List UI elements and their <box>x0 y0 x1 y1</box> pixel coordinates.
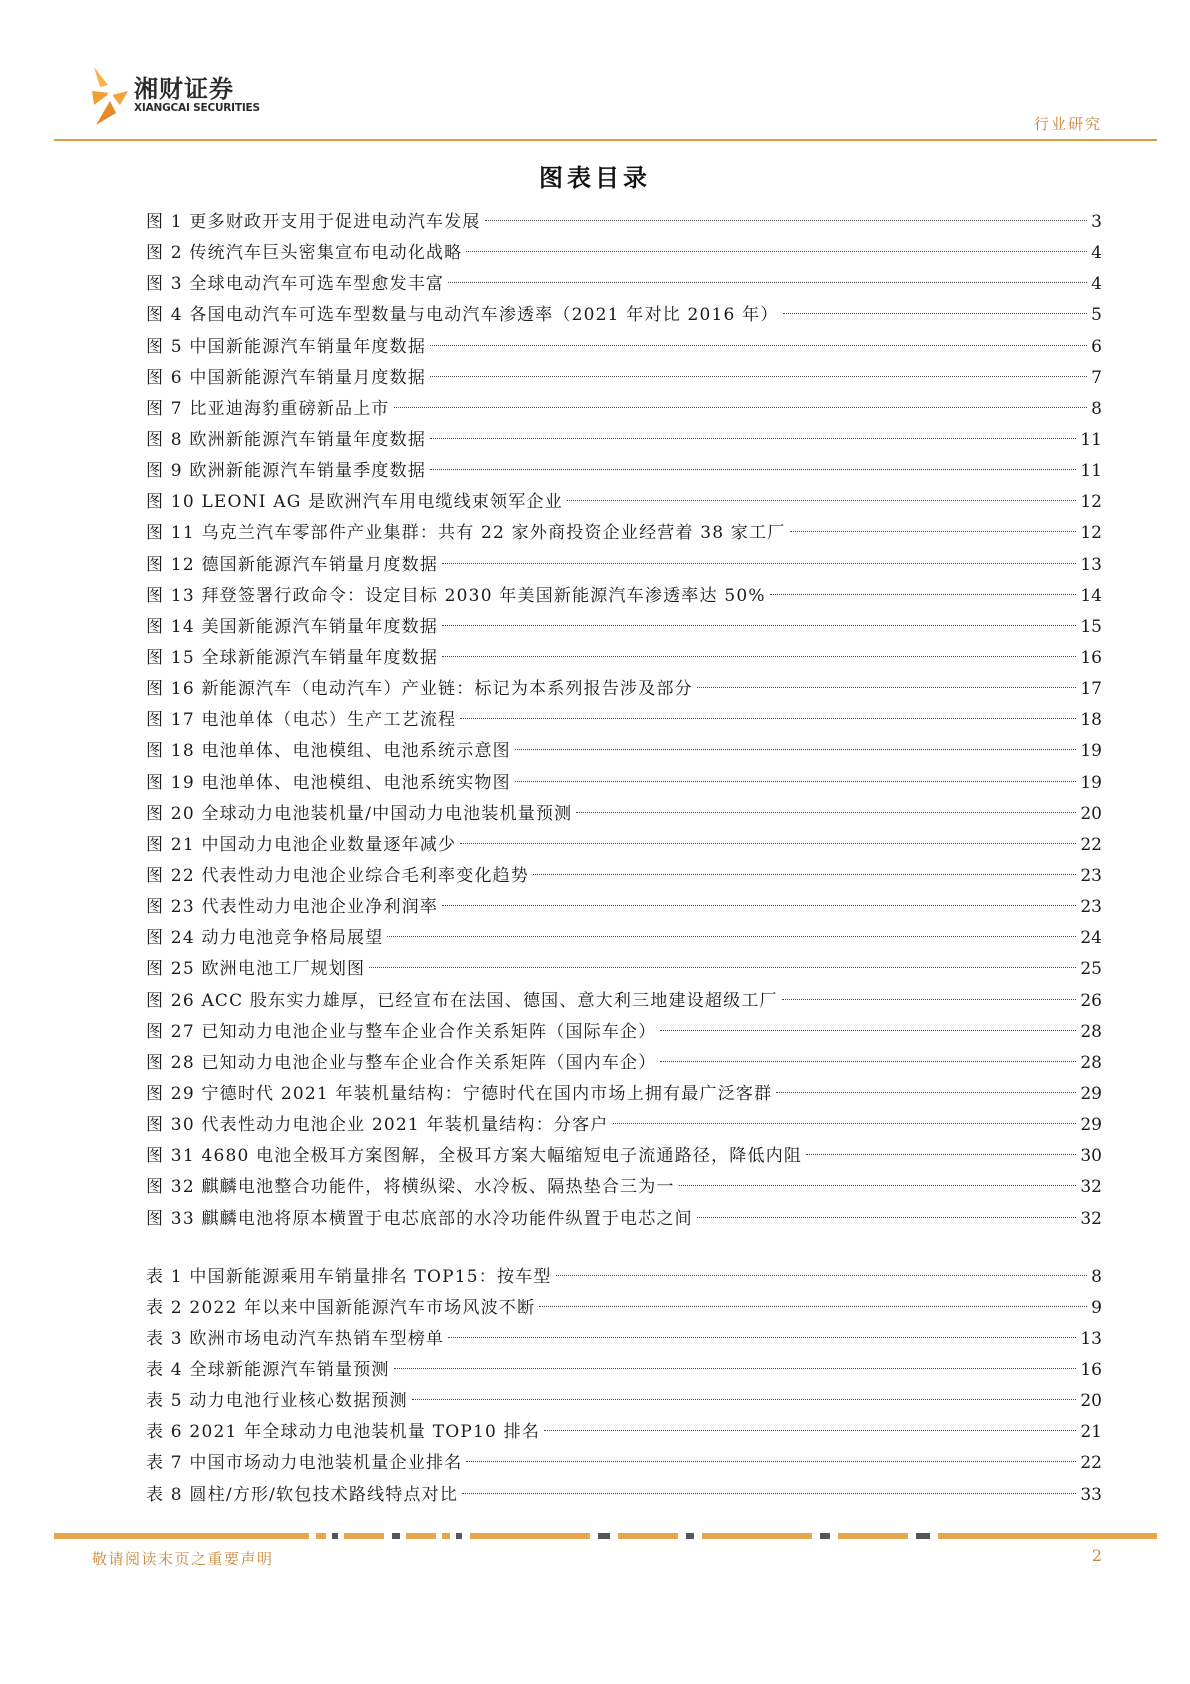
footer-divider <box>54 1533 1157 1539</box>
page-title: 图表目录 <box>539 163 651 192</box>
toc-entry-page: 6 <box>1091 336 1102 357</box>
toc-entry-label: 图 14 美国新能源汽车销量年度数据 <box>146 616 439 637</box>
toc-entry-label: 图 12 德国新能源汽车销量月度数据 <box>146 554 439 575</box>
toc-entry-page: 26 <box>1080 990 1102 1011</box>
dot-leader <box>466 1461 1076 1462</box>
logo-mark-icon <box>90 65 130 127</box>
toc-entry-label: 图 11 乌克兰汽车零部件产业集群：共有 22 家外商投资企业经营着 38 家工厂 <box>146 523 786 544</box>
toc-entry[interactable] <box>146 1204 1102 1235</box>
toc-entry-page: 20 <box>1080 1391 1102 1412</box>
toc-entry[interactable] <box>146 1386 1102 1417</box>
toc-entry[interactable] <box>146 1110 1102 1141</box>
dot-leader <box>442 563 1076 564</box>
toc-entry[interactable] <box>146 643 1102 674</box>
brand-name-en: XIANGCAI SECURITIES <box>134 102 260 114</box>
toc-entry-page: 9 <box>1091 1297 1102 1318</box>
dot-leader <box>394 407 1088 408</box>
toc-entry-label: 表 2 2022 年以来中国新能源汽车市场风波不断 <box>146 1297 536 1318</box>
toc-entry-page: 20 <box>1080 803 1102 824</box>
toc-entry[interactable] <box>146 1417 1102 1448</box>
dot-leader <box>806 1154 1076 1155</box>
toc-entry-label: 图 19 电池单体、电池模组、电池系统实物图 <box>146 772 511 793</box>
toc-entry[interactable] <box>146 1017 1102 1048</box>
dot-leader <box>460 843 1076 844</box>
toc-entry-label: 图 29 宁德时代 2021 年装机量结构：宁德时代在国内市场上拥有最广泛客群 <box>146 1083 773 1104</box>
toc-entry-page: 16 <box>1080 1360 1102 1381</box>
toc-entry-page: 23 <box>1080 865 1102 886</box>
toc-entry-label: 图 4 各国电动汽车可选车型数量与电动汽车渗透率（2021 年对比 2016 年） <box>146 305 779 326</box>
toc-entry-page: 29 <box>1080 1083 1102 1104</box>
toc-entry-label: 图 21 中国动力电池企业数量逐年减少 <box>146 834 457 855</box>
toc-entry-page: 4 <box>1091 274 1102 295</box>
toc-entry[interactable] <box>146 1262 1102 1293</box>
toc-entry[interactable] <box>146 1355 1102 1386</box>
dot-leader <box>442 905 1076 906</box>
toc-entry-label: 图 28 已知动力电池企业与整车企业合作关系矩阵（国内车企） <box>146 1052 657 1073</box>
brand-logo <box>90 65 280 130</box>
dot-leader <box>430 438 1076 439</box>
dot-leader <box>485 220 1088 221</box>
toc-entry-label: 图 31 4680 电池全极耳方案图解，全极耳方案大幅缩短电子流通路径，降低内阻 <box>146 1146 803 1167</box>
toc-entry-page: 15 <box>1080 616 1102 637</box>
toc-entry-label: 表 5 动力电池行业核心数据预测 <box>146 1391 408 1412</box>
toc-entry-label: 图 18 电池单体、电池模组、电池系统示意图 <box>146 741 511 762</box>
toc-entry[interactable] <box>146 363 1102 394</box>
toc-entry-page: 25 <box>1080 959 1102 980</box>
brand-name-cn: 湘财证券 <box>134 75 234 103</box>
toc-entry-page: 8 <box>1091 1266 1102 1287</box>
toc-entry-page: 11 <box>1080 429 1102 450</box>
toc-entry[interactable] <box>146 1480 1102 1511</box>
toc-entry[interactable] <box>146 986 1102 1017</box>
toc-entry-label: 图 30 代表性动力电池企业 2021 年装机量结构：分客户 <box>146 1115 609 1136</box>
dot-leader <box>412 1399 1077 1400</box>
toc-entry-page: 17 <box>1080 679 1102 700</box>
toc-entry-page: 19 <box>1080 741 1102 762</box>
toc-entry[interactable] <box>146 394 1102 425</box>
toc-entry[interactable] <box>146 954 1102 985</box>
toc-entry-label: 图 27 已知动力电池企业与整车企业合作关系矩阵（国际车企） <box>146 1021 657 1042</box>
figure-list <box>146 207 1102 1235</box>
toc-entry-page: 28 <box>1080 1052 1102 1073</box>
dot-leader <box>442 625 1076 626</box>
dot-leader <box>544 1430 1076 1431</box>
dot-leader <box>430 469 1076 470</box>
page-header <box>0 0 1190 145</box>
toc-entry-page: 19 <box>1080 772 1102 793</box>
table-of-contents <box>146 207 1102 1511</box>
toc-entry-page: 11 <box>1080 461 1102 482</box>
toc-entry-label: 图 6 中国新能源汽车销量月度数据 <box>146 367 427 388</box>
toc-entry[interactable] <box>146 705 1102 736</box>
dot-leader <box>430 345 1087 346</box>
toc-entry-label: 图 10 LEONI AG 是欧洲汽车用电缆线束领军企业 <box>146 492 563 513</box>
dot-leader <box>660 1061 1076 1062</box>
toc-entry-page: 4 <box>1091 243 1102 264</box>
dot-leader <box>430 376 1087 377</box>
toc-entry-page: 33 <box>1080 1484 1102 1505</box>
dot-leader <box>613 1123 1077 1124</box>
dot-leader <box>515 781 1077 782</box>
toc-entry-label: 图 3 全球电动汽车可选车型愈发丰富 <box>146 274 445 295</box>
toc-entry-page: 21 <box>1080 1422 1102 1443</box>
toc-entry-page: 22 <box>1080 1453 1102 1474</box>
toc-entry[interactable] <box>146 269 1102 300</box>
dot-leader <box>448 1337 1076 1338</box>
toc-entry-label: 图 9 欧洲新能源汽车销量季度数据 <box>146 461 427 482</box>
toc-entry[interactable] <box>146 674 1102 705</box>
toc-entry-page: 7 <box>1091 367 1102 388</box>
header-divider <box>54 139 1157 141</box>
toc-entry[interactable] <box>146 238 1102 269</box>
toc-entry-label: 图 32 麒麟电池整合功能件，将横纵梁、水冷板、隔热垫合三为一 <box>146 1177 675 1198</box>
toc-entry-label: 图 25 欧洲电池工厂规划图 <box>146 959 366 980</box>
dot-leader <box>369 967 1076 968</box>
dot-leader <box>576 812 1076 813</box>
page-number: 2 <box>1091 1546 1102 1565</box>
dot-leader <box>783 313 1088 314</box>
toc-entry-label: 图 24 动力电池竞争格局展望 <box>146 928 384 949</box>
toc-entry-page: 5 <box>1091 305 1102 326</box>
dot-leader <box>466 251 1087 252</box>
report-category: 行业研究 <box>1033 115 1102 133</box>
toc-entry[interactable] <box>146 425 1102 456</box>
toc-entry[interactable] <box>146 1079 1102 1110</box>
toc-entry[interactable] <box>146 1324 1102 1355</box>
table-list <box>146 1262 1102 1511</box>
toc-entry-label: 图 1 更多财政开支用于促进电动汽车发展 <box>146 212 481 232</box>
toc-entry[interactable] <box>146 892 1102 923</box>
toc-entry-page: 16 <box>1080 647 1102 668</box>
dot-leader <box>442 656 1076 657</box>
toc-entry-label: 图 17 电池单体（电芯）生产工艺流程 <box>146 710 457 731</box>
dot-leader <box>462 1493 1076 1494</box>
dot-leader <box>660 1030 1076 1031</box>
toc-entry-label: 图 5 中国新能源汽车销量年度数据 <box>146 336 427 357</box>
dot-leader <box>697 687 1077 688</box>
toc-entry-page: 22 <box>1080 834 1102 855</box>
toc-entry-label: 图 13 拜登签署行政命令：设定目标 2030 年美国新能源汽车渗透率达 50% <box>146 585 766 606</box>
toc-entry[interactable] <box>146 332 1102 363</box>
toc-entry-label: 图 33 麒麟电池将原本横置于电芯底部的水冷功能件纵置于电芯之间 <box>146 1208 693 1229</box>
dot-leader <box>460 718 1076 719</box>
toc-entry-page: 8 <box>1091 398 1102 419</box>
toc-entry-label: 表 1 中国新能源乘用车销量排名 TOP15：按车型 <box>146 1266 552 1287</box>
toc-entry-page: 23 <box>1080 897 1102 918</box>
toc-entry[interactable] <box>146 861 1102 892</box>
dot-leader <box>394 1368 1077 1369</box>
toc-entry-label: 图 20 全球动力电池装机量/中国动力电池装机量预测 <box>146 803 573 824</box>
dot-leader <box>790 531 1077 532</box>
toc-entry[interactable] <box>146 518 1102 549</box>
toc-entry-label: 图 8 欧洲新能源汽车销量年度数据 <box>146 429 427 450</box>
toc-entry-label: 表 4 全球新能源汽车销量预测 <box>146 1360 390 1381</box>
toc-entry[interactable] <box>146 1172 1102 1203</box>
toc-entry-page: 13 <box>1080 554 1102 575</box>
toc-entry[interactable] <box>146 923 1102 954</box>
toc-entry[interactable] <box>146 612 1102 643</box>
toc-entry-label: 图 22 代表性动力电池企业综合毛利率变化趋势 <box>146 865 530 886</box>
toc-entry[interactable] <box>146 207 1102 238</box>
toc-entry-label: 表 6 2021 年全球动力电池装机量 TOP10 排名 <box>146 1422 541 1443</box>
toc-entry-page: 3 <box>1091 212 1102 232</box>
toc-entry[interactable] <box>146 300 1102 331</box>
dot-leader <box>679 1185 1077 1186</box>
toc-entry[interactable] <box>146 487 1102 518</box>
dot-leader <box>533 874 1076 875</box>
toc-entry[interactable] <box>146 799 1102 830</box>
dot-leader <box>782 999 1077 1000</box>
toc-entry-page: 24 <box>1080 928 1102 949</box>
toc-entry[interactable] <box>146 1048 1102 1079</box>
dot-leader <box>776 1092 1076 1093</box>
toc-entry-label: 图 7 比亚迪海豹重磅新品上市 <box>146 398 390 419</box>
toc-entry[interactable] <box>146 736 1102 767</box>
toc-entry-page: 12 <box>1080 523 1102 544</box>
toc-entry-page: 32 <box>1080 1177 1102 1198</box>
dot-leader <box>697 1217 1077 1218</box>
toc-entry[interactable] <box>146 581 1102 612</box>
toc-entry-label: 图 2 传统汽车巨头密集宣布电动化战略 <box>146 243 463 264</box>
toc-entry[interactable] <box>146 456 1102 487</box>
toc-entry[interactable] <box>146 830 1102 861</box>
toc-entry-label: 图 15 全球新能源汽车销量年度数据 <box>146 647 439 668</box>
toc-entry-page: 13 <box>1080 1328 1102 1349</box>
toc-entry-page: 12 <box>1080 492 1102 513</box>
toc-entry-label: 图 26 ACC 股东实力雄厚，已经宣布在法国、德国、意大利三地建设超级工厂 <box>146 990 778 1011</box>
toc-entry-label: 图 23 代表性动力电池企业净利润率 <box>146 897 439 918</box>
toc-entry-page: 18 <box>1080 710 1102 731</box>
toc-entry[interactable] <box>146 768 1102 799</box>
toc-entry-page: 14 <box>1080 585 1102 606</box>
toc-entry[interactable] <box>146 1448 1102 1479</box>
dot-leader <box>387 936 1076 937</box>
toc-entry-label: 表 7 中国市场动力电池装机量企业排名 <box>146 1453 463 1474</box>
dot-leader <box>567 500 1076 501</box>
toc-entry-label: 表 3 欧洲市场电动汽车热销车型榜单 <box>146 1328 445 1349</box>
toc-entry-page: 29 <box>1080 1115 1102 1136</box>
toc-entry-page: 28 <box>1080 1021 1102 1042</box>
toc-entry-page: 30 <box>1080 1146 1102 1167</box>
dot-leader <box>448 282 1087 283</box>
dot-leader <box>539 1306 1087 1307</box>
toc-entry[interactable] <box>146 1293 1102 1324</box>
toc-entry-label: 表 8 圆柱/方形/软包技术路线特点对比 <box>146 1484 459 1505</box>
dot-leader <box>770 594 1077 595</box>
list-spacer <box>146 1235 1102 1262</box>
dot-leader <box>515 749 1077 750</box>
footer-disclaimer: 敬请阅读末页之重要声明 <box>92 1550 274 1568</box>
toc-entry-label: 图 16 新能源汽车（电动汽车）产业链：标记为本系列报告涉及部分 <box>146 679 693 700</box>
toc-entry-page: 32 <box>1080 1208 1102 1229</box>
dot-leader <box>556 1275 1088 1276</box>
toc-entry[interactable] <box>146 1141 1102 1172</box>
toc-entry[interactable] <box>146 550 1102 581</box>
